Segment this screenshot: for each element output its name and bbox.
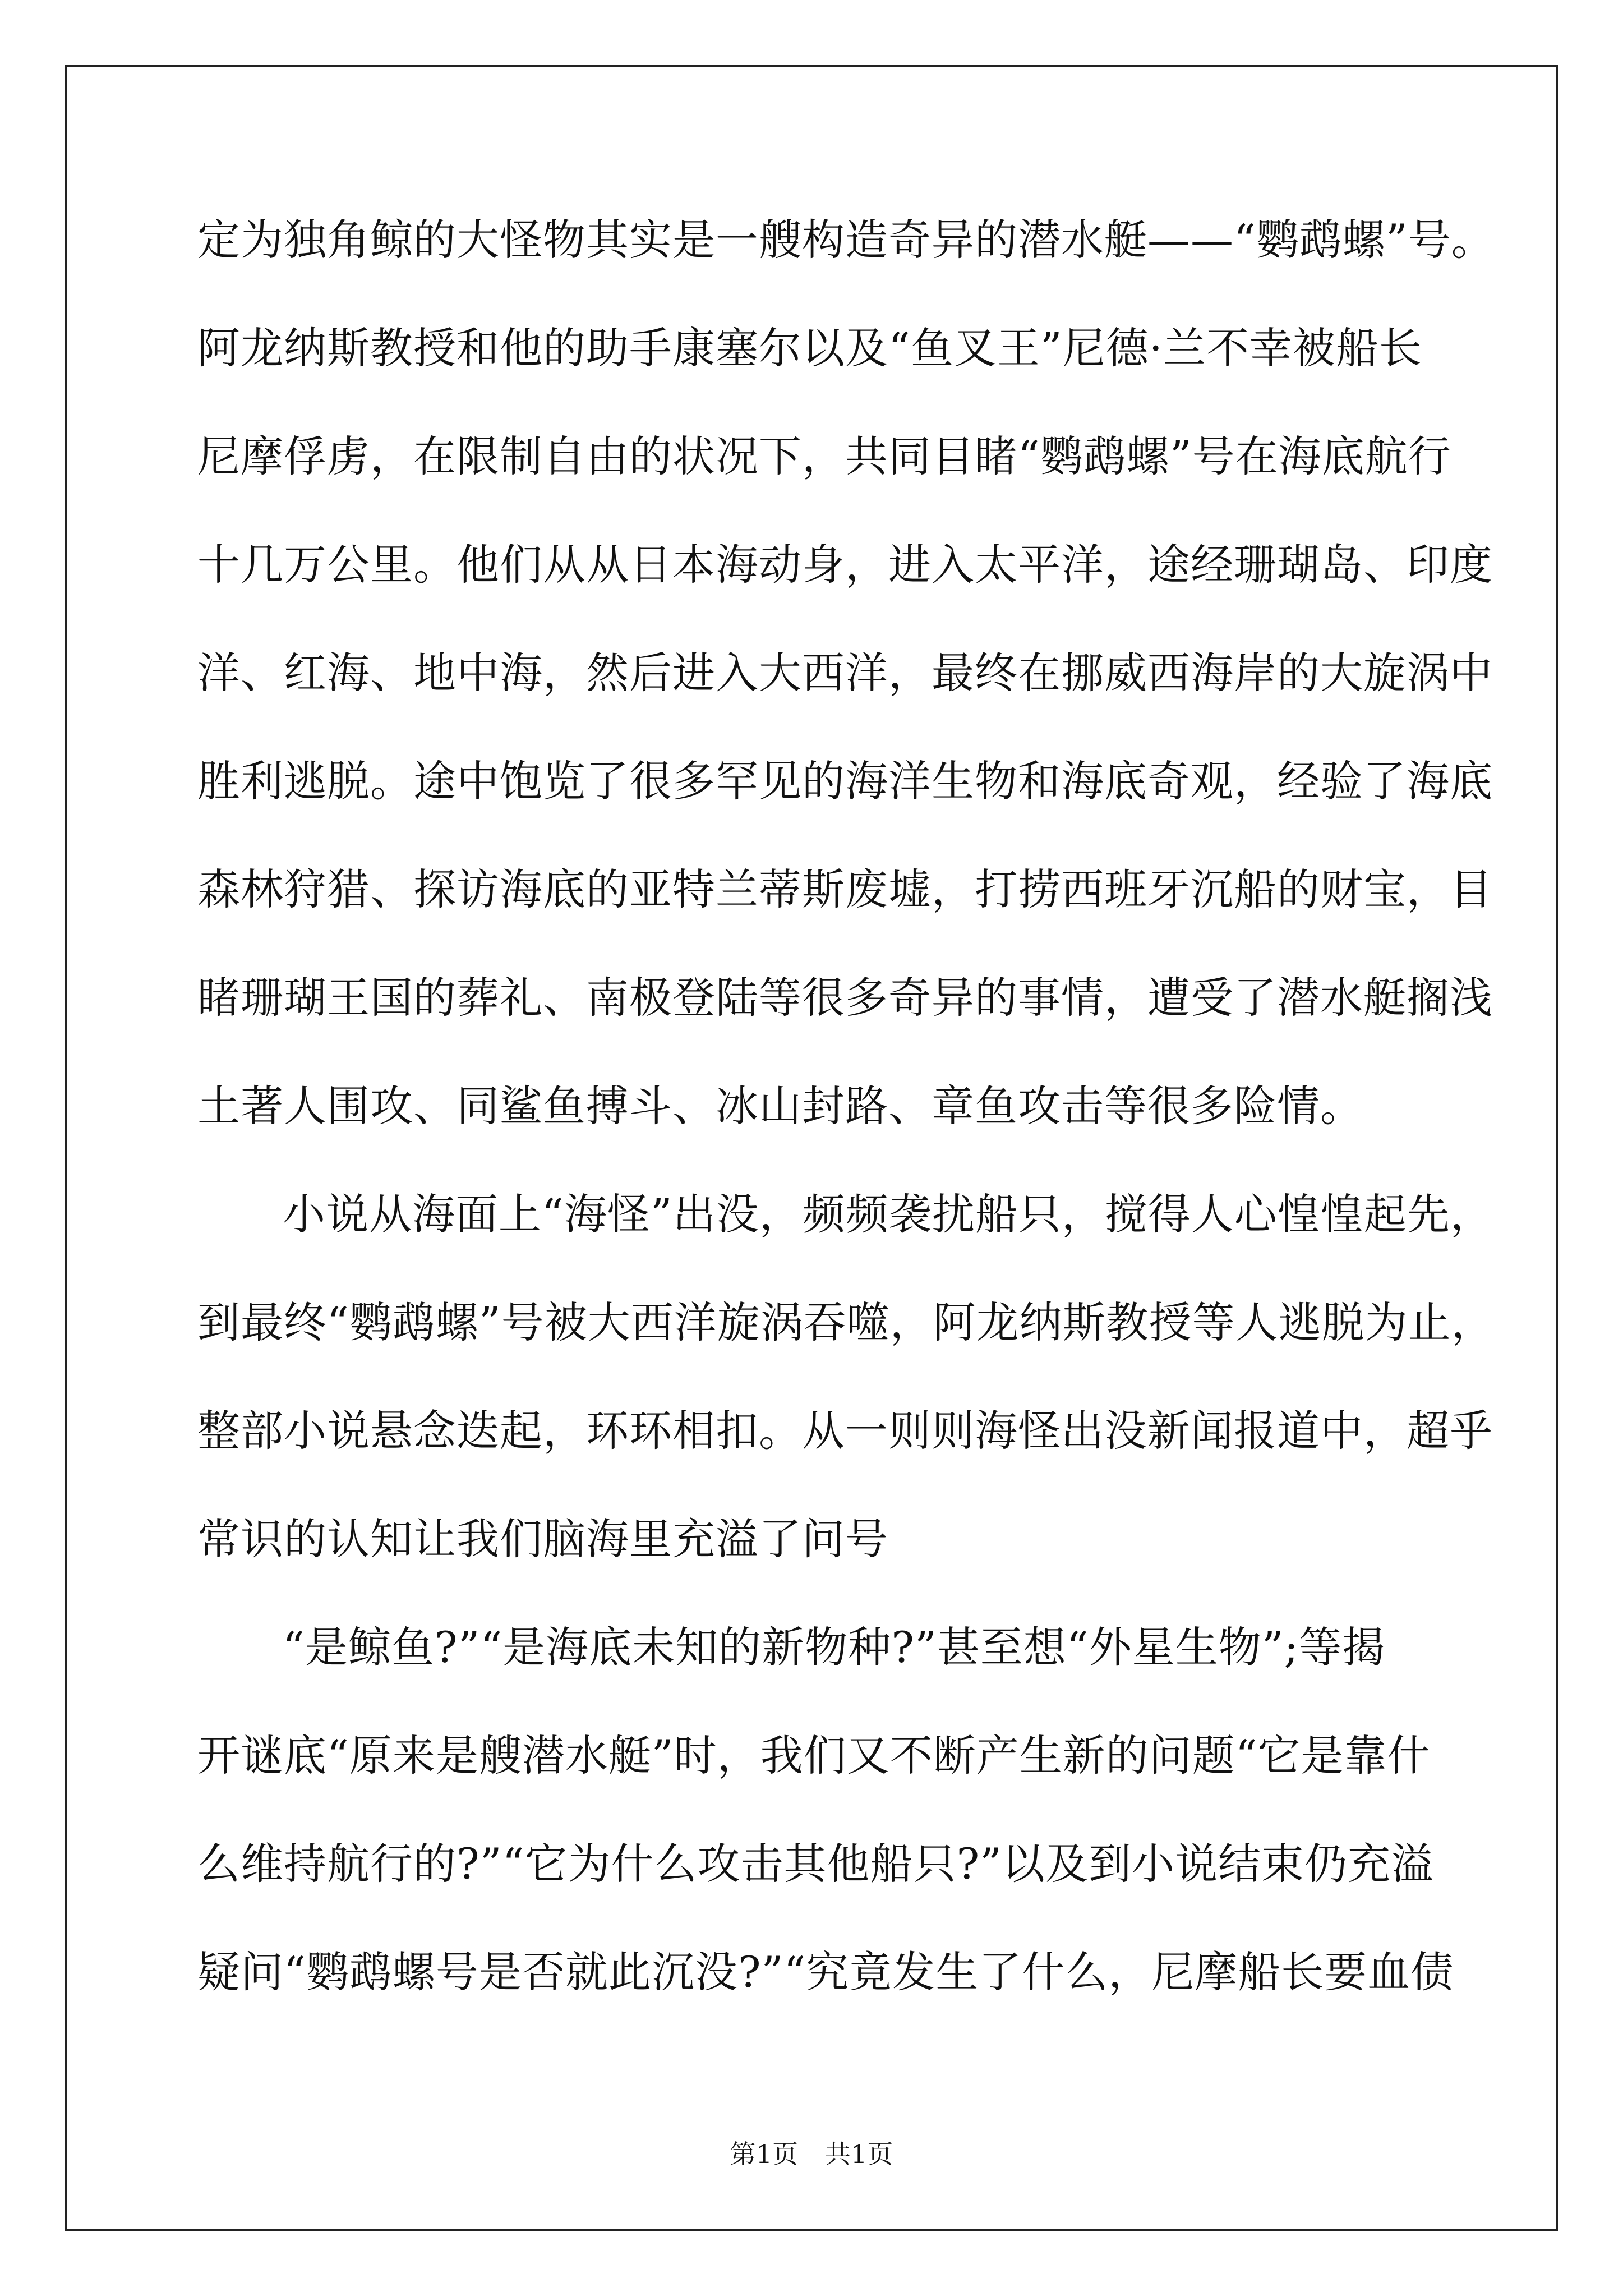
text-line-2: 阿龙纳斯教授和他的助手康塞尔以及“鱼叉王”尼德·兰不幸被船长 <box>197 323 1422 373</box>
text-line-1: 定为独角鲸的大怪物其实是一艘构造奇异的潜水艇——“鹦鹉螺”号。 <box>197 215 1495 265</box>
text-line-9: 土著人围攻、同鲨鱼搏斗、冰山封路、章鱼攻击等很多险情。 <box>197 1081 1363 1131</box>
text-line-6: 胜利逃脱。途中饱览了很多罕见的海洋生物和海底奇观，经验了海底 <box>197 756 1493 806</box>
text-line-4: 十几万公里。他们从从日本海动身，进入太平洋，途经珊瑚岛、印度 <box>197 540 1493 590</box>
text-line-16: 么维持航行的?”“它为什么攻击其他船只?”以及到小说结束仍充溢 <box>197 1839 1435 1889</box>
page-number-total: 共1页 <box>825 2139 893 2169</box>
text-line-5: 洋、红海、地中海，然后进入大西洋，最终在挪威西海岸的大旋涡中 <box>197 648 1493 698</box>
page-number-current: 第1页 <box>730 2139 798 2169</box>
text-line-15: 开谜底“原来是艘潜水艇”时，我们又不断产生新的问题“它是靠什 <box>197 1731 1431 1780</box>
text-line-10: 小说从海面上“海怪”出没，频频袭扰船只，搅得人心惶惶起先， <box>283 1189 1493 1239</box>
text-line-14: “是鲸鱼?”“是海底未知的新物种?”甚至想“外星生物”;等揭 <box>283 1622 1386 1672</box>
text-line-17: 疑问“鹦鹉螺号是否就此沉没?”“究竟发生了什么，尼摩船长要血债 <box>197 1947 1454 1997</box>
text-line-8: 睹珊瑚王国的葬礼、南极登陆等很多奇异的事情，遭受了潜水艇搁浅 <box>197 973 1493 1023</box>
text-line-12: 整部小说悬念迭起，环环相扣。从一则则海怪出没新闻报道中，超乎 <box>197 1406 1493 1456</box>
text-line-7: 森林狩猎、探访海底的亚特兰蒂斯废墟，打捞西班牙沉船的财宝，目 <box>197 864 1493 914</box>
text-line-11: 到最终“鹦鹉螺”号被大西洋旋涡吞噬，阿龙纳斯教授等人逃脱为止， <box>197 1297 1495 1347</box>
text-line-3: 尼摩俘虏，在限制自由的状况下，共同目睹“鹦鹉螺”号在海底航行 <box>197 431 1451 481</box>
page-footer <box>0 2137 1623 2171</box>
text-line-13: 常识的认知让我们脑海里充溢了问号 <box>197 1514 888 1564</box>
document-body <box>197 206 1495 2047</box>
